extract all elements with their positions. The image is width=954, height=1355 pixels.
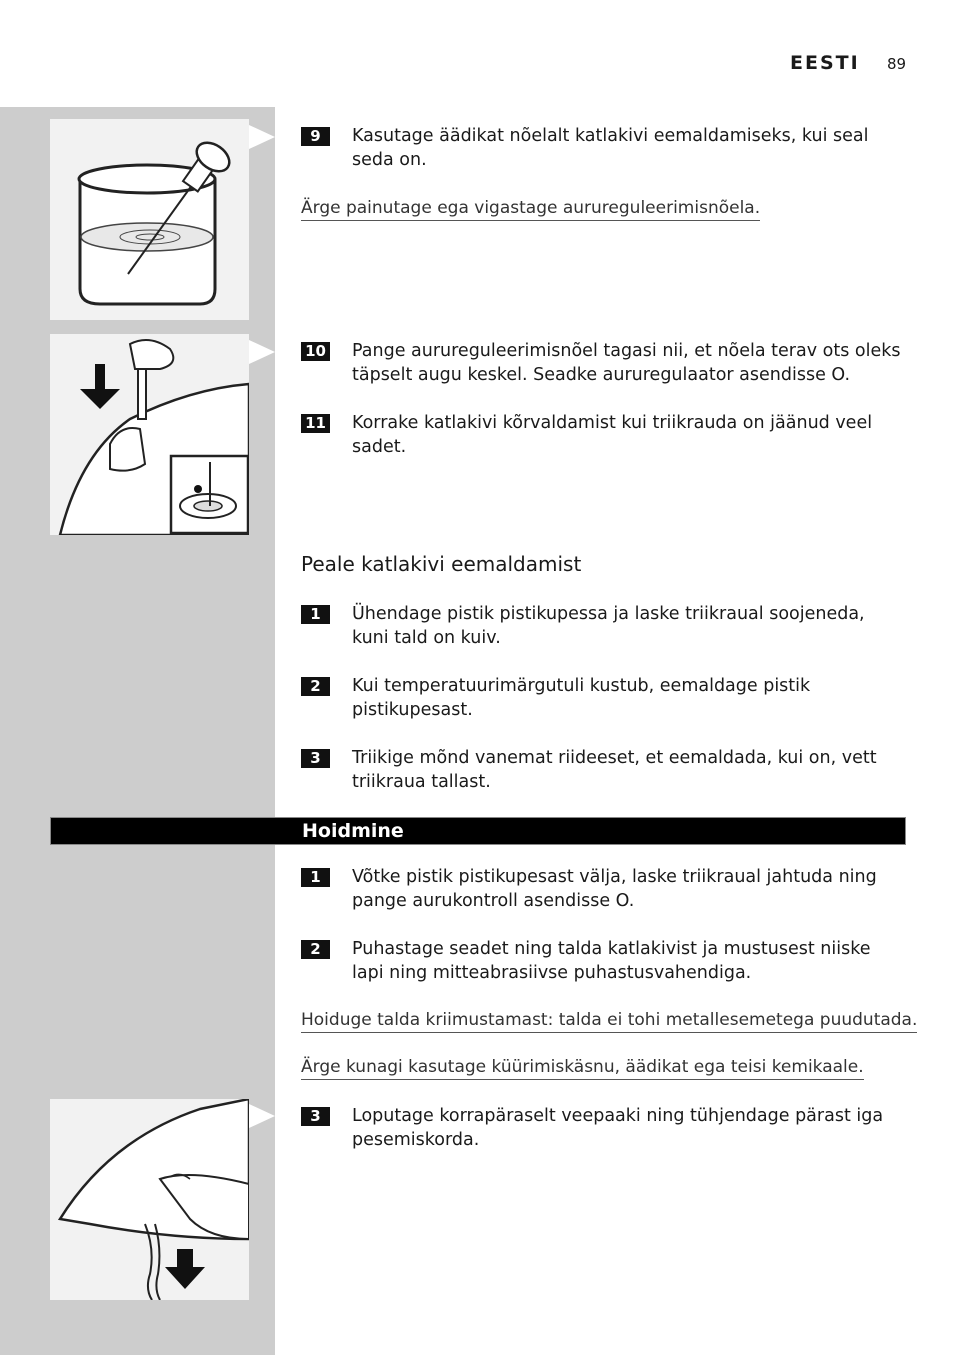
- illustration-pointer: [249, 1104, 275, 1128]
- maintenance-step-3: [301, 1104, 901, 1152]
- warning-note: Ärge painutage ega vigastage aurureguleerimisnõela.: [301, 196, 760, 221]
- warning-note: Hoiduge talda kriimustamast: talda ei tohi metallesemetega puudutada.: [301, 1008, 917, 1033]
- step-number-badge: 3: [301, 1107, 330, 1126]
- maintenance-step-1: [301, 865, 901, 913]
- step-text: Võtke pistik pistikupesast välja, laske triikraual jahtuda ning pange aurukontroll asendisse O.: [352, 867, 877, 911]
- step-text: Korrake katlakivi kõrvaldamist kui triikrauda on jäänud veel sadet.: [352, 413, 873, 457]
- step-9: [301, 124, 901, 172]
- step-number-badge: 9: [301, 127, 330, 146]
- step-text: Puhastage seadet ning talda katlakivist ja mustusest niiske lapi ning mitteabrasiivse puhastusvahendiga.: [352, 939, 871, 983]
- language-label: EESTI: [790, 52, 860, 74]
- after-step-1: [301, 602, 901, 650]
- step-10: [301, 339, 901, 387]
- after-step-2: [301, 674, 901, 722]
- step-number-badge: 1: [301, 605, 330, 624]
- after-step-3: [301, 746, 901, 794]
- warning-note: Ärge kunagi kasutage küürimiskäsnu, äädikat ega teisi kemikaale.: [301, 1055, 864, 1080]
- step-text: Kasutage äädikat nõelalt katlakivi eemaldamiseks, kui seal seda on.: [352, 126, 869, 170]
- step-number-badge: 1: [301, 868, 330, 887]
- step-11: [301, 411, 901, 459]
- subsection-title: Peale katlakivi eemaldamist: [301, 552, 582, 576]
- page-number: 89: [887, 55, 907, 73]
- insert-needle-into-iron-icon: [50, 334, 249, 535]
- rinse-water-tank-icon: [50, 1099, 249, 1300]
- step-text: Triikige mõnd vanemat riideeset, et eemaldada, kui on, vett triikraua tallast.: [352, 748, 877, 792]
- illustration-pointer: [249, 340, 275, 364]
- section-header-bar: [50, 817, 906, 845]
- illustration-pointer: [249, 125, 275, 149]
- step-text: Loputage korrapäraselt veepaaki ning tühjendage pärast iga pesemiskorda.: [352, 1106, 884, 1150]
- step-number-badge: 10: [301, 342, 330, 361]
- step-text: Pange aurureguleerimisnõel tagasi nii, et nõela terav ots oleks täpselt augu keskel. Seadke aururegulaator asendisse O.: [352, 341, 901, 385]
- section-title: Hoidmine: [302, 820, 404, 842]
- step-number-badge: 11: [301, 414, 330, 433]
- step-number-badge: 2: [301, 677, 330, 696]
- needle-in-vinegar-glass-icon: [50, 119, 249, 320]
- step-number-badge: 2: [301, 940, 330, 959]
- step-text: Ühendage pistik pistikupessa ja laske triikraual soojeneda, kuni tald on kuiv.: [352, 604, 865, 648]
- step-text: Kui temperatuurimärgutuli kustub, eemaldage pistik pistikupesast.: [352, 676, 811, 720]
- step-number-badge: 3: [301, 749, 330, 768]
- maintenance-step-2: [301, 937, 901, 985]
